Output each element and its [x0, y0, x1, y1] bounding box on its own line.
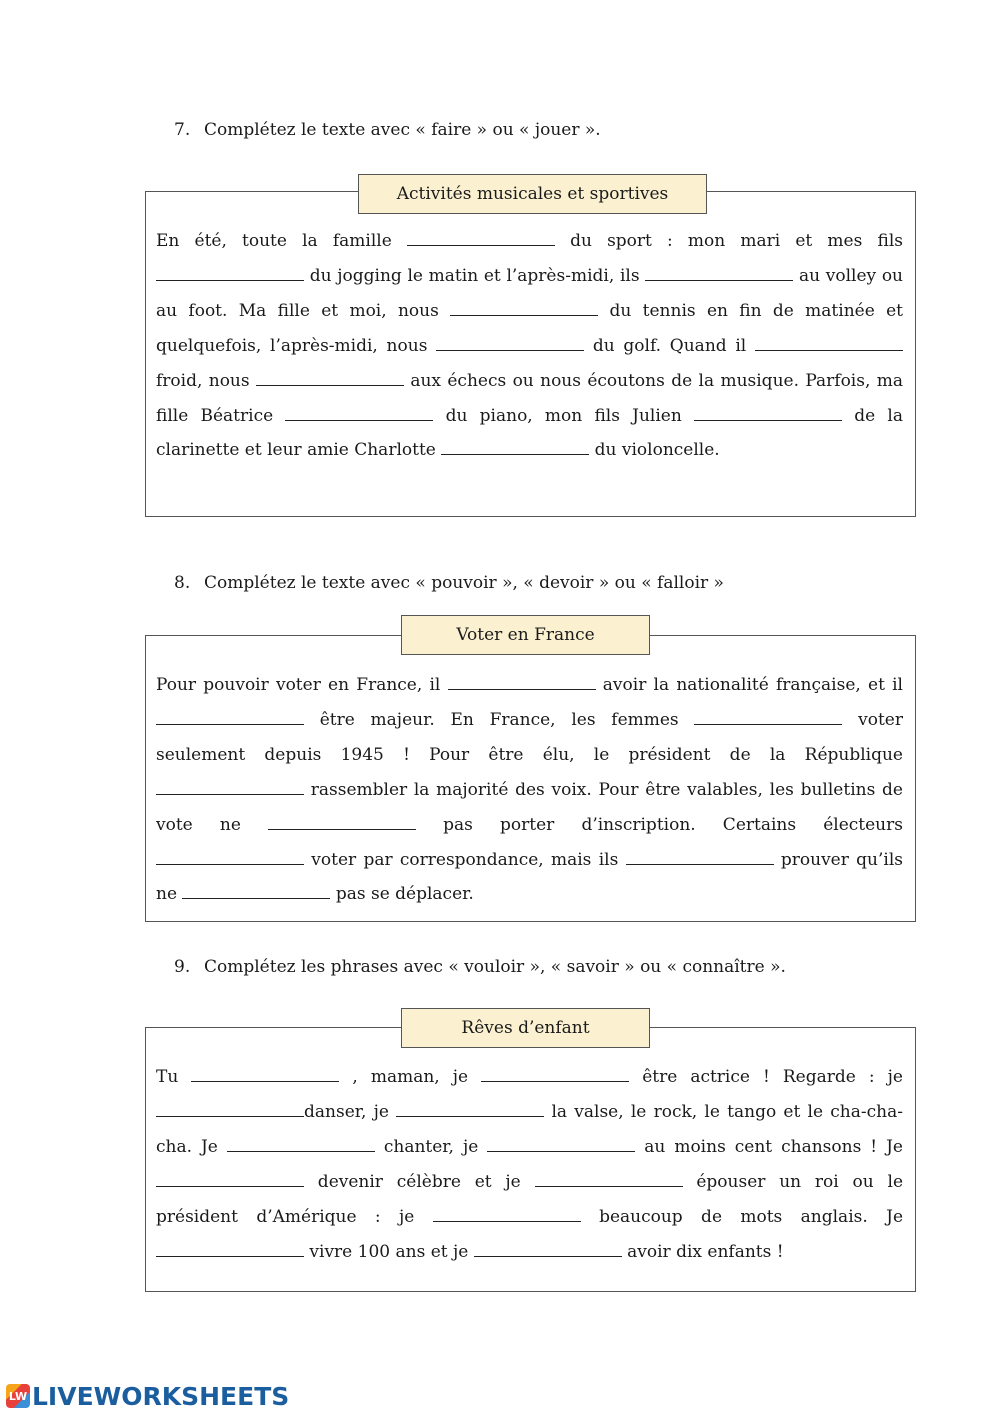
- blank-input[interactable]: [441, 453, 589, 455]
- text-segment: voter seulement depuis 1945 ! Pour être élu, le président de la République: [156, 709, 903, 765]
- blank-input[interactable]: [156, 1185, 304, 1187]
- exercise-7-title: Activités musicales et sportives: [358, 174, 707, 214]
- text-segment: du golf. Quand il: [584, 335, 755, 356]
- text-segment: froid, nous: [156, 370, 256, 391]
- exercise-number: 9.: [174, 957, 191, 977]
- text-segment: être majeur. En France, les femmes: [304, 709, 695, 730]
- blank-input[interactable]: [436, 349, 584, 351]
- text-segment: pas porter d’inscription. Certains électeurs: [416, 814, 903, 835]
- instruction-text: Complétez le texte avec « pouvoir », « devoir » ou « falloir »: [204, 573, 724, 593]
- blank-input[interactable]: [396, 1115, 544, 1117]
- text-segment: pas se déplacer.: [330, 884, 474, 905]
- text-segment: devenir célèbre et je: [304, 1171, 535, 1192]
- text-segment: avoir la nationalité française, et il: [595, 675, 903, 695]
- exercise-7-instruction: [174, 120, 601, 140]
- exercise-8-text: [156, 668, 903, 912]
- blank-input[interactable]: [191, 1080, 339, 1082]
- blank-input[interactable]: [474, 1255, 622, 1257]
- blank-input[interactable]: [407, 244, 555, 246]
- text-segment: Pour pouvoir voter en France, il: [156, 675, 448, 695]
- exercise-7-text: [156, 224, 903, 468]
- text-segment: aux échecs ou nous écoutons de la musique. Parfois, ma fille Béatrice: [156, 370, 903, 426]
- text-segment: la valse, le rock, le tango et le cha-cha-cha. Je: [156, 1101, 903, 1157]
- blank-input[interactable]: [433, 1220, 581, 1222]
- blank-input[interactable]: [182, 897, 330, 899]
- text-segment: être actrice ! Regarde : je: [629, 1067, 903, 1087]
- text-segment: du piano, mon fils Julien: [433, 405, 695, 426]
- text-segment: du jogging le matin et l’après-midi, ils: [304, 265, 646, 286]
- exercise-9-title: Rêves d’enfant: [401, 1008, 650, 1048]
- text-segment: épouser un roi ou le président d’Amérique : je: [156, 1171, 904, 1227]
- exercise-9-instruction: [174, 957, 786, 977]
- blank-input[interactable]: [156, 793, 304, 795]
- blank-input[interactable]: [156, 863, 304, 865]
- blank-input[interactable]: [626, 863, 774, 865]
- blank-input[interactable]: [694, 723, 842, 725]
- blank-input[interactable]: [481, 1080, 629, 1082]
- exercise-9-text: [156, 1060, 903, 1269]
- instruction-text: Complétez les phrases avec « vouloir », « savoir » ou « connaître ».: [204, 957, 786, 977]
- blank-input[interactable]: [448, 688, 596, 690]
- blank-input[interactable]: [156, 723, 304, 725]
- text-segment: de la clarinette et leur amie Charlotte: [156, 405, 904, 461]
- exercise-number: 8.: [174, 573, 191, 593]
- text-segment: voter par correspondance, mais ils: [304, 849, 626, 870]
- text-segment: du sport : mon mari et mes fils: [554, 231, 903, 251]
- text-segment: rassembler la majorité des voix. Pour être valables, les bulletins de vote ne: [156, 779, 903, 835]
- blank-input[interactable]: [645, 279, 793, 281]
- text-segment: chanter, je: [374, 1136, 488, 1157]
- text-segment: prouver qu’ils ne: [156, 849, 903, 905]
- liveworksheets-logo[interactable]: [6, 1381, 289, 1411]
- blank-input[interactable]: [694, 419, 842, 421]
- blank-input[interactable]: [450, 314, 598, 316]
- blank-input[interactable]: [755, 349, 903, 351]
- text-segment: au moins cent chansons ! Je: [635, 1136, 903, 1157]
- text-segment: En été, toute la famille: [156, 231, 407, 251]
- text-segment: vivre 100 ans et je: [304, 1241, 474, 1262]
- liveworksheets-logo-icon: LW: [6, 1384, 30, 1408]
- blank-input[interactable]: [535, 1185, 683, 1187]
- blank-input[interactable]: [487, 1150, 635, 1152]
- liveworksheets-logo-text: LIVEWORKSHEETS: [32, 1381, 290, 1411]
- text-segment: danser, je: [304, 1101, 397, 1122]
- text-segment: beaucoup de mots anglais. Je: [580, 1206, 904, 1227]
- text-segment: , maman, je: [339, 1067, 482, 1087]
- blank-input[interactable]: [285, 419, 433, 421]
- blank-input[interactable]: [156, 1255, 304, 1257]
- blank-input[interactable]: [268, 828, 416, 830]
- text-segment: au volley ou au foot. Ma fille et moi, nous: [156, 265, 904, 321]
- blank-input[interactable]: [227, 1150, 375, 1152]
- text-segment: du violoncelle.: [589, 440, 720, 461]
- exercise-number: 7.: [174, 120, 191, 140]
- blank-input[interactable]: [256, 384, 404, 386]
- text-segment: du tennis en fin de matinée et quelquefois, l’après-midi, nous: [156, 300, 903, 356]
- exercise-8-title: Voter en France: [401, 615, 650, 655]
- blank-input[interactable]: [156, 1115, 304, 1117]
- blank-input[interactable]: [156, 279, 304, 281]
- text-segment: Tu: [156, 1067, 192, 1087]
- text-segment: avoir dix enfants !: [621, 1241, 784, 1262]
- instruction-text: Complétez le texte avec « faire » ou « jouer ».: [204, 120, 601, 140]
- exercise-8-instruction: [174, 573, 724, 593]
